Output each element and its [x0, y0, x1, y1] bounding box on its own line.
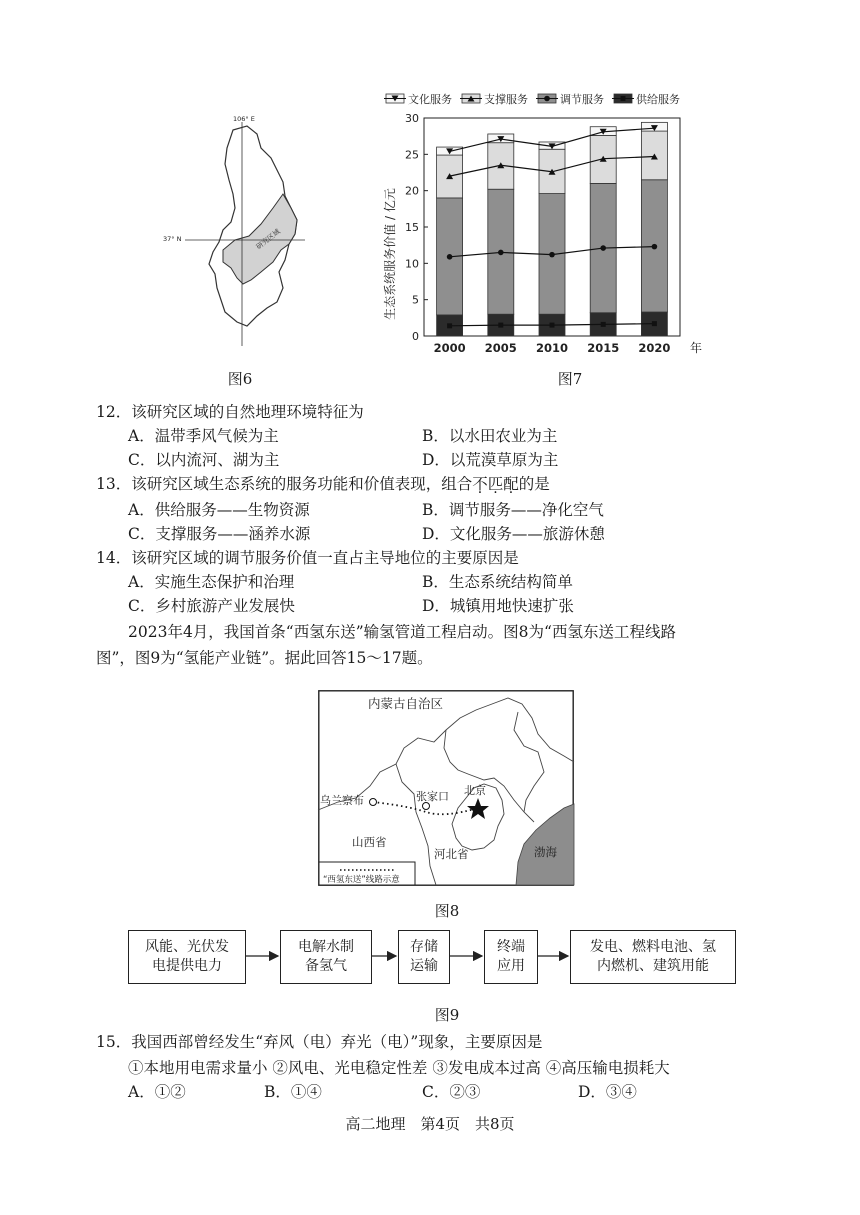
fig7-legend-label: 支撑服务 [484, 93, 528, 106]
q14-option-d: D．城镇用地快速扩张 [422, 597, 574, 615]
fig7-point [601, 322, 606, 327]
fig7-ytick-label: 10 [405, 257, 419, 271]
fig8-hebei: 河北省 [434, 847, 469, 861]
q14-option-c: C．乡村旅游产业发展快 [128, 597, 295, 615]
flow-step-1: 风能、光伏发 电提供电力 [128, 930, 246, 984]
flow-step-4: 终端 应用 [484, 930, 538, 984]
intro-line-1: 2023年4月，我国首条“西氢东送”输氢管道工程启动。图8为“西氢东送工程线路 [128, 623, 676, 641]
fig8-map [318, 690, 574, 886]
flow-arrows [128, 930, 738, 982]
fig8-caption: 图8 [434, 902, 460, 920]
fig7-ytick-label: 15 [405, 221, 419, 234]
flow-step-2: 电解水制 备氢气 [280, 930, 372, 984]
fig7-point [621, 96, 626, 101]
fig7-ytick-label: 20 [405, 184, 419, 198]
q13-option-c: C．支撑服务——涵养水源 [128, 525, 311, 543]
fig7-bars [437, 122, 668, 336]
fig9-caption: 图9 [434, 1006, 460, 1024]
q13-emphasis-2: 匹 [487, 475, 504, 493]
q15-items: ①本地用电需求量小 ②风电、光电稳定性差 ③发电成本过高 ④高压输电损耗大 [128, 1059, 670, 1077]
fig7-xunit: 年 [690, 341, 703, 355]
q14-stem: 14．该研究区域的调节服务价值一直占主导地位的主要原因是 [96, 549, 519, 567]
q12-option-b: B．以水田农业为主 [422, 427, 558, 445]
q12-option-d: D．以荒漠草原为主 [422, 451, 559, 469]
fig7-point [447, 323, 452, 328]
fig8-zhangjiakou: 张家口 [416, 790, 449, 803]
q15-stem: 15．我国西部曾经发生“弃风（电）弃光（电）”现象，主要原因是 [96, 1033, 543, 1051]
q13-stem-post: 的是 [518, 475, 550, 493]
fig7-legend-label: 文化服务 [408, 93, 452, 106]
fig6-lon-label: 106° E [233, 115, 255, 123]
fig8-shanxi: 山西省 [352, 835, 387, 849]
fig7-ytick-label: 25 [405, 148, 419, 162]
fig8-beijing: 北京 [464, 784, 486, 797]
fig7-point [550, 323, 555, 328]
fig7-xtick-label: 2010 [535, 341, 569, 355]
figure-6 [163, 112, 305, 352]
fig7-point [498, 250, 504, 256]
flow-step-5: 发电、燃料电池、氢 内燃机、建筑用能 [570, 930, 736, 984]
q13-option-d: D．文化服务——旅游休憩 [422, 525, 605, 543]
fig7-point [652, 244, 658, 250]
fig6-caption: 图6 [227, 370, 253, 388]
fig7-xtick-label: 2005 [484, 341, 517, 355]
fig7-ytick-label: 5 [412, 293, 419, 307]
q13-stem [96, 472, 550, 496]
fig7-xtick-label: 2020 [638, 341, 671, 355]
fig6-region-label: 研究区域 [254, 227, 282, 252]
fig8-inner-mongolia: 内蒙古自治区 [368, 696, 444, 711]
fig8-legend: “西氢东送”线路示意 [323, 875, 400, 885]
fig7-ytick-label: 30 [405, 112, 419, 125]
fig7-ytick-label: 0 [412, 330, 419, 343]
intro-line-2: 图”，图9为“氢能产业链”。据此回答15～17题。 [96, 649, 433, 667]
fig7-point [549, 252, 555, 258]
q13-emphasis-1: 不 [472, 475, 488, 493]
fig7-xtick-label: 2015 [587, 341, 620, 355]
q15-option-c: C．②③ [422, 1083, 481, 1101]
fig6-lat-label: 37° N [163, 235, 182, 243]
fig6-map [163, 112, 305, 352]
fig7-legend-label: 调节服务 [560, 93, 604, 106]
q15-option-b: B．①④ [264, 1083, 322, 1101]
fig8-ulanqab: 乌兰察布 [320, 794, 364, 807]
fig7-legend [384, 92, 680, 106]
page-footer: 高二地理 第4页 共8页 [345, 1115, 515, 1133]
fig8-bohai: 渤海 [534, 845, 557, 859]
q13-emphasis-3: 配 [503, 475, 519, 493]
fig7-legend-label: 供给服务 [636, 93, 680, 106]
fig7-ylabel: 生态系统服务价值 / 亿元 [383, 188, 397, 320]
fig7-point [652, 321, 657, 326]
q15-option-d: D．③④ [578, 1083, 637, 1101]
q15-option-a: A．①② [128, 1083, 186, 1101]
q12-option-a: A．温带季风气候为主 [128, 427, 279, 445]
figure-9 [128, 930, 738, 990]
q14-option-b: B．生态系统结构简单 [422, 573, 573, 591]
q13-option-a: A．供给服务——生物资源 [128, 501, 310, 519]
q12-option-c: C．以内流河、湖为主 [128, 451, 280, 469]
flow-step-3: 存储 运输 [398, 930, 450, 984]
fig7-point [600, 245, 606, 251]
fig7-point [498, 323, 503, 328]
fig7-chart [372, 88, 710, 370]
q14-option-a: A．实施生态保护和治理 [128, 573, 295, 591]
fig7-caption: 图7 [557, 370, 583, 388]
fig7-point [544, 96, 550, 102]
fig7-point [447, 254, 453, 260]
q13-stem-pre: 13．该研究区域生态系统的服务功能和价值表现，组合 [96, 475, 473, 493]
figure-7 [372, 88, 710, 370]
q13-option-b: B．调节服务——净化空气 [422, 501, 604, 519]
fig7-xtick-label: 2000 [433, 341, 466, 355]
figure-8 [318, 690, 574, 886]
q12-stem: 12．该研究区域的自然地理环境特征为 [96, 403, 364, 421]
